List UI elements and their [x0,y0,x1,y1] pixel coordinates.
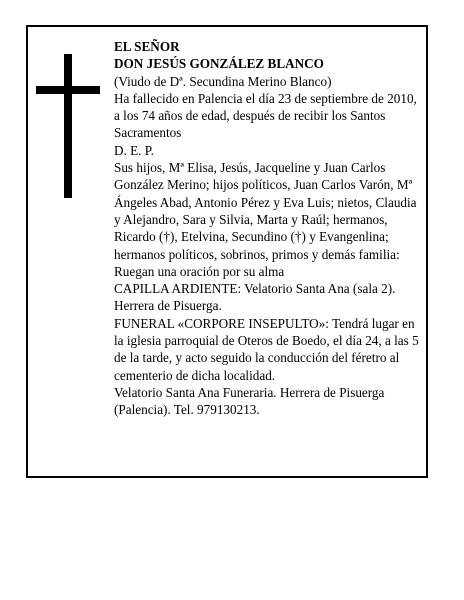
cross-icon [36,54,100,198]
family-list: Sus hijos, Mª Elisa, Jesús, Jacqueline y Juan Carlos González Merino; hijos políticos, Juan Carlos Varón, Mª Ángeles Abad, Antonio Pérez y Eva Luis; nietos, Claudia y Alejandro, Sara y Silvia, Marta y Raúl; hermanos, Ricardo (†), Etelvina, Secundino (†) y Evangenlina; hermanos políticos, sobrinos, primos y demás familia: [114,160,417,262]
widower-note: (Viudo de Dª. Secundina Merino Blanco) [114,73,332,89]
death-statement: Ha fallecido en Palencia el día 23 de septiembre de 2010, a los 74 años de edad, después de recibir los Santos Sacramentos [114,90,417,141]
funeral-info: FUNERAL «CORPORE INSEPULTO»: Tendrá lugar en la iglesia parroquial de Oteros de Boedo, el día 24, a las 5 de la tarde, y acto seguido la conducción del féretro al cementerio de dicha localidad. [114,315,419,383]
cross-horizontal-bar [36,86,100,94]
funeral-home-info: Velatorio Santa Ana Funeraria. Herrera de Pisuerga (Palencia). Tel. 979130213. [114,384,385,418]
title-line-1: EL SEÑOR [114,39,180,54]
dep-abbreviation: D. E. P. [114,142,154,158]
deceased-name: DON JESÚS GONZÁLEZ BLANCO [114,56,324,72]
obituary-text [114,38,422,419]
cross-vertical-bar [64,54,72,198]
chapel-info: CAPILLA ARDIENTE: Velatorio Santa Ana (sala 2). Herrera de Pisuerga. [114,281,396,314]
prayer-request: Ruegan una oración por su alma [114,263,285,279]
